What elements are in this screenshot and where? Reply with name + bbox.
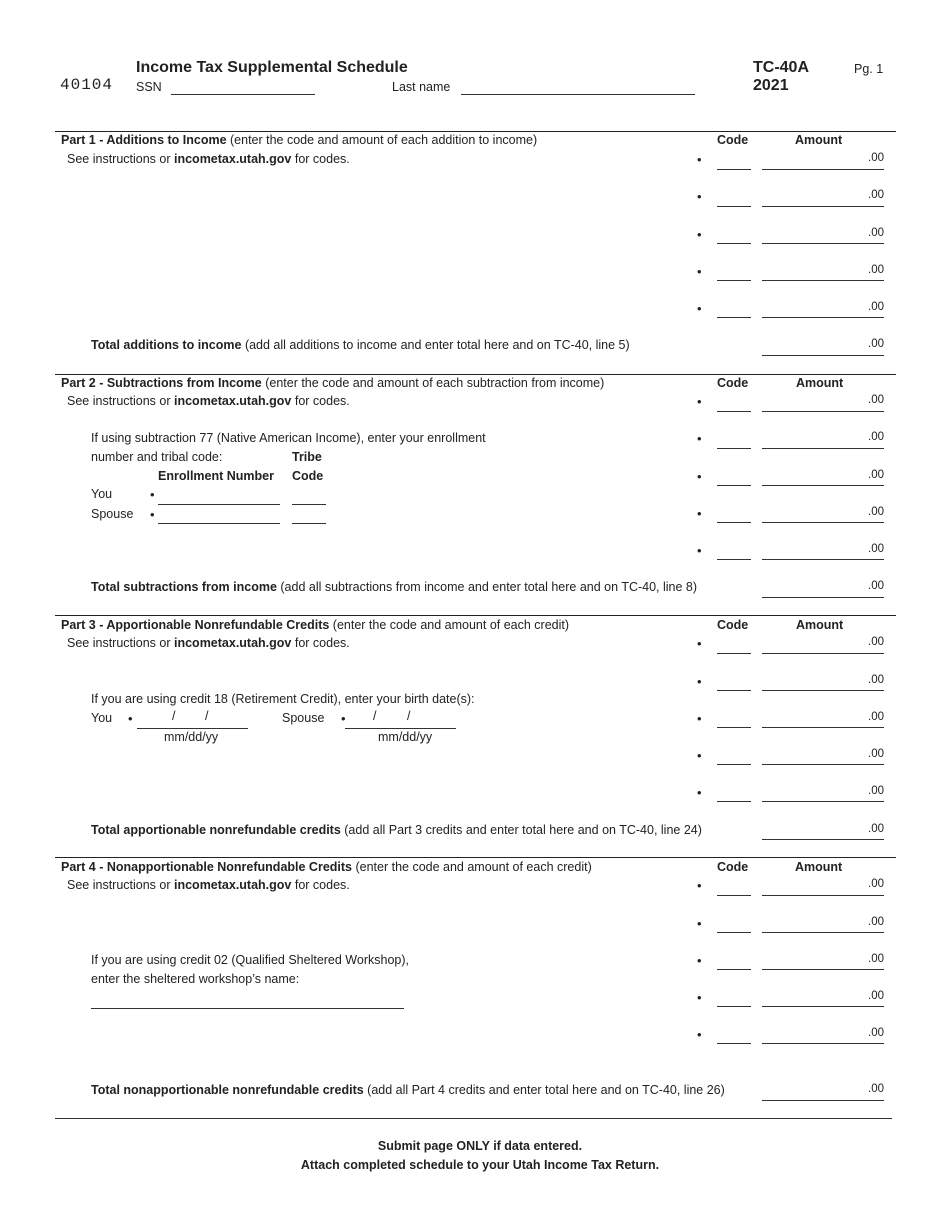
part2-amount-input[interactable] <box>762 397 884 412</box>
row-bullet: • <box>341 711 346 726</box>
cents-suffix: .00 <box>868 636 884 648</box>
part3-amount-input[interactable] <box>762 676 884 691</box>
part4-code-input[interactable] <box>717 881 751 896</box>
part2-amount-input[interactable] <box>762 545 884 560</box>
part3-divider <box>55 615 896 616</box>
instructions-link[interactable]: incometax.utah.gov <box>174 394 292 408</box>
footer-line2: Attach completed schedule to your Utah Income Tax Return. <box>300 1158 660 1172</box>
cents-suffix: .00 <box>868 431 884 443</box>
part4-total-input[interactable] <box>762 1086 884 1101</box>
row-bullet: • <box>150 507 155 522</box>
cents-suffix: .00 <box>868 953 884 965</box>
spouse-tribe-code-input[interactable] <box>292 509 326 524</box>
row-bullet: • <box>697 711 702 726</box>
part4-amount-input[interactable] <box>762 1029 884 1044</box>
cents-suffix: .00 <box>868 1083 884 1095</box>
cents-suffix: .00 <box>868 227 884 239</box>
row-bullet: • <box>697 953 702 968</box>
ssn-input[interactable] <box>171 80 315 95</box>
cents-suffix: .00 <box>868 990 884 1002</box>
part2-code-input[interactable] <box>717 545 751 560</box>
date-format-hint: mm/dd/yy <box>164 730 219 744</box>
spouse-label: Spouse <box>91 507 134 521</box>
part4-note-line1: If you are using credit 02 (Qualified Sheltered Workshop), <box>91 953 409 967</box>
part3-amount-input[interactable] <box>762 787 884 802</box>
cents-suffix: .00 <box>868 469 884 481</box>
row-bullet: • <box>697 785 702 800</box>
date-slash: / <box>407 709 411 723</box>
form-code: TC-40A <box>753 59 810 76</box>
part4-code-input[interactable] <box>717 918 751 933</box>
cents-suffix: .00 <box>868 1027 884 1039</box>
cents-suffix: .00 <box>868 674 884 686</box>
part2-code-input[interactable] <box>717 508 751 523</box>
you-tribe-code-input[interactable] <box>292 490 326 505</box>
part4-code-input[interactable] <box>717 955 751 970</box>
part3-note: If you are using credit 18 (Retirement Credit), enter your birth date(s): <box>91 692 475 706</box>
date-slash: / <box>373 709 377 723</box>
part1-desc: (enter the code and amount of each addition to income) <box>226 133 538 147</box>
part4-amount-input[interactable] <box>762 918 884 933</box>
part2-code-header: Code <box>717 376 749 390</box>
tax-year: 2021 <box>753 77 789 94</box>
last-name-input[interactable] <box>461 80 695 95</box>
date-slash: / <box>172 709 176 723</box>
instructions-link[interactable]: incometax.utah.gov <box>174 878 292 892</box>
part3-title: Part 3 - Apportionable Nonrefundable Credits <box>61 618 330 632</box>
part2-amount-header: Amount <box>796 376 844 390</box>
part4-title: Part 4 - Nonapportionable Nonrefundable Credits <box>61 860 352 874</box>
row-bullet: • <box>150 487 155 502</box>
cents-suffix: .00 <box>868 301 884 313</box>
row-bullet: • <box>697 152 702 167</box>
cents-suffix: .00 <box>868 264 884 276</box>
part3-code-input[interactable] <box>717 713 751 728</box>
part3-code-input[interactable] <box>717 750 751 765</box>
part3-code-input[interactable] <box>717 639 751 654</box>
part2-desc: (enter the code and amount of each subtraction from income) <box>261 376 605 390</box>
footer-line1: Submit page ONLY if data entered. <box>377 1139 583 1153</box>
spouse-label: Spouse <box>282 711 325 725</box>
part1-amount-input[interactable] <box>762 155 884 170</box>
row-bullet: • <box>697 264 702 279</box>
part1-code-input[interactable] <box>717 229 751 244</box>
part3-see-instructions: See instructions or incometax.utah.gov for codes. <box>67 636 350 650</box>
cents-suffix: .00 <box>868 748 884 760</box>
part2-total-label: Total subtractions from income (add all subtractions from income and enter total here and on TC-40, line 8) <box>91 580 698 594</box>
part4-amount-input[interactable] <box>762 992 884 1007</box>
part2-amount-input[interactable] <box>762 434 884 449</box>
cents-suffix: .00 <box>868 711 884 723</box>
part4-heading <box>61 860 592 874</box>
cents-suffix: .00 <box>868 338 884 350</box>
you-birth-date-input[interactable] <box>137 714 248 729</box>
part3-desc: (enter the code and amount of each credit) <box>329 618 570 632</box>
part3-total-label: Total apportionable nonrefundable credits (add all Part 3 credits and enter total here and on TC-40, line 24) <box>91 823 702 837</box>
ssn-label: SSN <box>136 80 162 94</box>
part2-divider <box>55 374 896 375</box>
cents-suffix: .00 <box>868 785 884 797</box>
cents-suffix: .00 <box>868 152 884 164</box>
row-bullet: • <box>697 1027 702 1042</box>
footer-divider <box>55 1118 892 1119</box>
cents-suffix: .00 <box>868 916 884 928</box>
spouse-enrollment-number-input[interactable] <box>158 509 280 524</box>
part1-heading <box>61 133 537 147</box>
part1-amount-input[interactable] <box>762 192 884 207</box>
part4-see-instructions: See instructions or incometax.utah.gov for codes. <box>67 878 350 892</box>
part4-code-input[interactable] <box>717 992 751 1007</box>
sheltered-workshop-name-input[interactable] <box>91 994 404 1009</box>
cents-suffix: .00 <box>868 394 884 406</box>
part2-code-input[interactable] <box>717 434 751 449</box>
part1-code-input[interactable] <box>717 192 751 207</box>
cents-suffix: .00 <box>868 823 884 835</box>
part2-code-input[interactable] <box>717 397 751 412</box>
part1-amount-input[interactable] <box>762 303 884 318</box>
part1-amount-input[interactable] <box>762 266 884 281</box>
tribe-code-label: Code <box>292 469 324 483</box>
you-label: You <box>91 487 113 501</box>
date-slash: / <box>205 709 209 723</box>
part1-title: Part 1 - Additions to Income <box>61 133 227 147</box>
tribe-label: Tribe <box>292 450 322 464</box>
part2-title: Part 2 - Subtractions from Income <box>61 376 262 390</box>
part1-total-input[interactable] <box>762 341 884 356</box>
row-bullet: • <box>697 506 702 521</box>
cents-suffix: .00 <box>868 580 884 592</box>
part4-total-label: Total nonapportionable nonrefundable credits (add all Part 4 credits and enter total here and on TC-40, line 26) <box>91 1083 725 1097</box>
part3-code-input[interactable] <box>717 676 751 691</box>
row-bullet: • <box>697 674 702 689</box>
part4-code-input[interactable] <box>717 1029 751 1044</box>
part2-note-line1: If using subtraction 77 (Native American Income), enter your enrollment <box>91 431 486 445</box>
part3-amount-input[interactable] <box>762 713 884 728</box>
part2-note-line2: number and tribal code: <box>91 450 223 464</box>
row-bullet: • <box>697 878 702 893</box>
part4-amount-input[interactable] <box>762 881 884 896</box>
cents-suffix: .00 <box>868 189 884 201</box>
part3-amount-input[interactable] <box>762 750 884 765</box>
row-bullet: • <box>697 431 702 446</box>
part4-amount-input[interactable] <box>762 955 884 970</box>
part3-total-input[interactable] <box>762 825 884 840</box>
part3-amount-header: Amount <box>796 618 844 632</box>
enrollment-number-label: Enrollment Number <box>158 469 274 483</box>
instructions-link[interactable]: incometax.utah.gov <box>174 636 292 650</box>
part1-code-input[interactable] <box>717 155 751 170</box>
you-enrollment-number-input[interactable] <box>158 490 280 505</box>
instructions-link[interactable]: incometax.utah.gov <box>174 152 292 166</box>
part2-amount-input[interactable] <box>762 471 884 486</box>
row-bullet: • <box>697 394 702 409</box>
part1-amount-header: Amount <box>795 133 843 147</box>
spouse-birth-date-input[interactable] <box>345 714 456 729</box>
date-format-hint: mm/dd/yy <box>378 730 433 744</box>
part2-code-input[interactable] <box>717 471 751 486</box>
page-title: Income Tax Supplemental Schedule <box>136 59 408 76</box>
part2-amount-input[interactable] <box>762 508 884 523</box>
part1-see-instructions: See instructions or incometax.utah.gov for codes. <box>67 152 350 166</box>
part1-code-input[interactable] <box>717 303 751 318</box>
part1-code-header: Code <box>717 133 749 147</box>
part3-code-header: Code <box>717 618 749 632</box>
you-label: You <box>91 711 113 725</box>
part3-heading <box>61 618 569 632</box>
part1-code-input[interactable] <box>717 266 751 281</box>
row-bullet: • <box>697 916 702 931</box>
row-bullet: • <box>697 227 702 242</box>
row-bullet: • <box>697 469 702 484</box>
part4-note-line2: enter the sheltered workshop’s name: <box>91 972 300 986</box>
part4-amount-header: Amount <box>795 860 843 874</box>
part1-amount-input[interactable] <box>762 229 884 244</box>
cents-suffix: .00 <box>868 543 884 555</box>
row-bullet: • <box>697 189 702 204</box>
page-number: Pg. 1 <box>854 62 884 76</box>
row-bullet: • <box>697 748 702 763</box>
part4-divider <box>55 857 896 858</box>
part2-heading <box>61 376 604 390</box>
row-bullet: • <box>128 711 133 726</box>
part1-divider <box>55 131 896 132</box>
row-bullet: • <box>697 301 702 316</box>
row-bullet: • <box>697 990 702 1005</box>
part3-amount-input[interactable] <box>762 639 884 654</box>
row-bullet: • <box>697 543 702 558</box>
part2-total-input[interactable] <box>762 583 884 598</box>
part4-code-header: Code <box>717 860 749 874</box>
cents-suffix: .00 <box>868 506 884 518</box>
row-bullet: • <box>697 636 702 651</box>
part2-see-instructions: See instructions or incometax.utah.gov for codes. <box>67 394 350 408</box>
part4-desc: (enter the code and amount of each credit) <box>352 860 592 874</box>
cents-suffix: .00 <box>868 878 884 890</box>
form-number: 40104 <box>60 76 114 94</box>
part1-total-label: Total additions to income (add all additions to income and enter total here and on TC-40, line 5) <box>91 338 630 352</box>
part3-code-input[interactable] <box>717 787 751 802</box>
last-name-label: Last name <box>392 80 451 94</box>
